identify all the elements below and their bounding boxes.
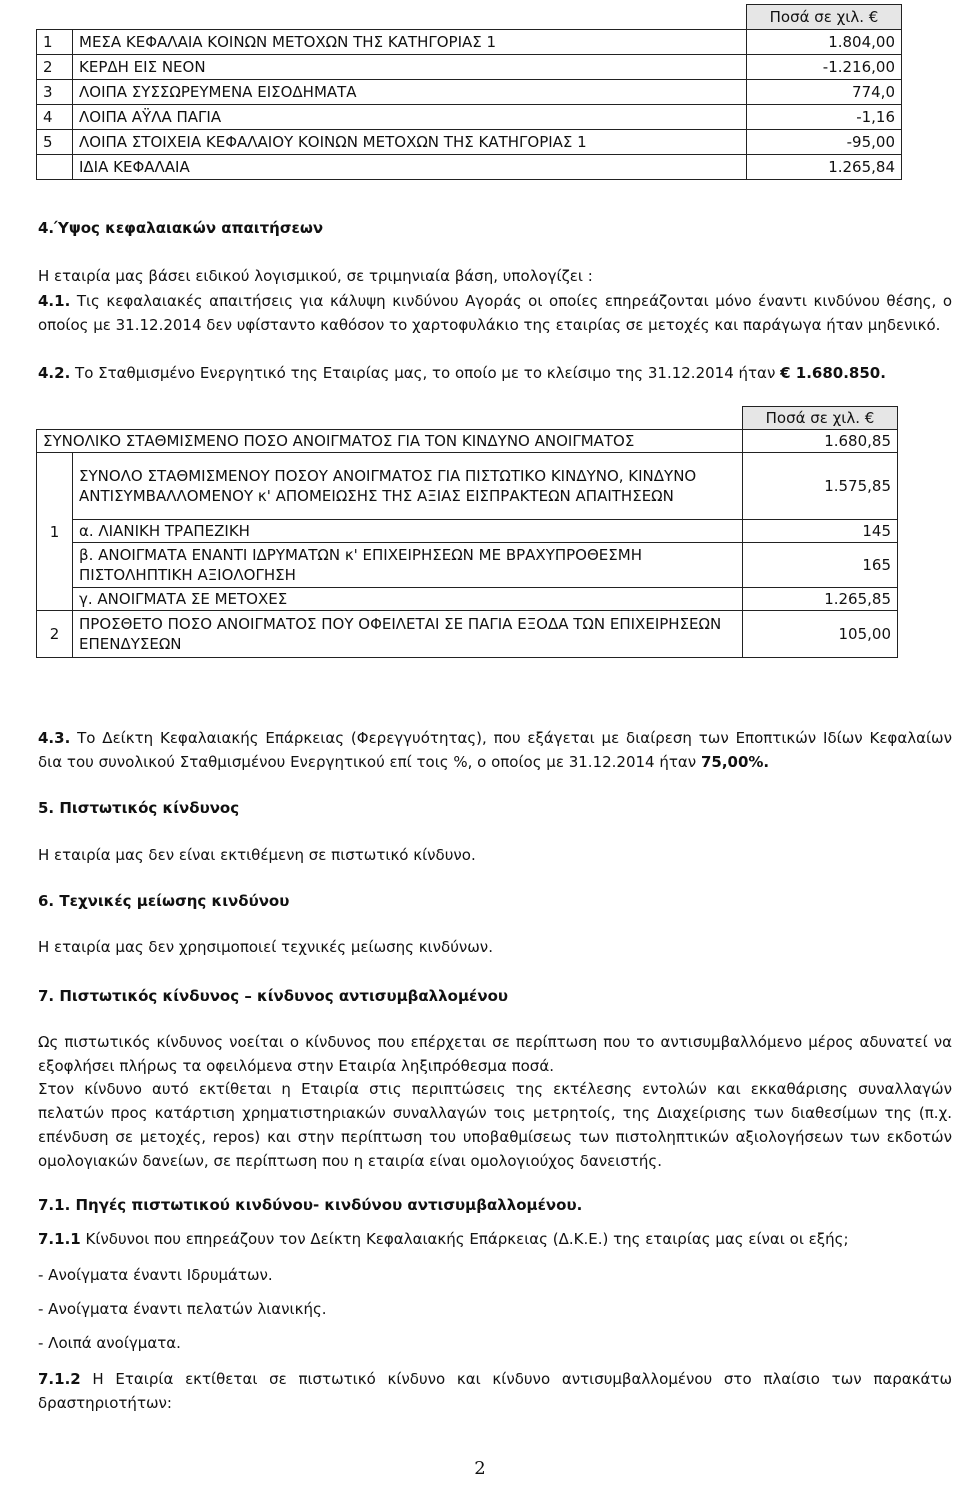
table-row: 1 ΜΕΣΑ ΚΕΦΑΛΑΙΑ ΚΟΙΝΩΝ ΜΕΤΟΧΩΝ ΤΗΣ ΚΑΤΗΓΟΡΙΑΣ 1 1.804,00 — [37, 30, 902, 55]
list-item: - Ανοίγματα έναντι πελατών λιανικής. — [38, 1300, 327, 1318]
section-5-text: Η εταιρία μας δεν είναι εκτιθέμενη σε πιστωτικό κίνδυνο. — [38, 846, 476, 864]
paragraph-4-3: 4.3. Το Δείκτη Κεφαλαιακής Επάρκειας (Φερεγγυότητας), που εξάγεται με διαίρεση των Εποπτικών Ιδίων Κεφαλαίων δια του συνολικού Σταθμισμένου Ενεργητικού επί τοις %, ο οποίος με 31.12.2014 ήταν 75,00%. — [38, 729, 952, 771]
paragraph-7-1-1: 7.1.1 Κίνδυνοι που επηρεάζουν τον Δείκτη Κεφαλαιακής Επάρκειας (Δ.Κ.Ε.) της εταιρίας μας είναι οι εξής; — [38, 1230, 849, 1248]
paragraph-7-1-2: 7.1.2 Η Εταιρία εκτίθεται σε πιστωτικό κίνδυνο και κίνδυνο αντισυμβαλλομένου στο πλαίσιο των παρακάτω δραστηριοτήτων: — [38, 1370, 952, 1412]
section-5-heading: 5. Πιστωτικός κίνδυνος — [38, 799, 240, 817]
own-funds-table — [36, 4, 902, 180]
table-row: 5 ΛΟΙΠΑ ΣΤΟΙΧΕΙΑ ΚΕΦΑΛΑΙΟΥ ΚΟΙΝΩΝ ΜΕΤΟΧΩΝ ΤΗΣ ΚΑΤΗΓΟΡΙΑΣ 1 -95,00 — [37, 130, 902, 155]
section-6-text: Η εταιρία μας δεν χρησιμοποιεί τεχνικές μείωσης κινδύνων. — [38, 938, 493, 956]
paragraph-4-1: 4.1. Τις κεφαλαιακές απαιτήσεις για κάλυψη κινδύνου Αγοράς οι οποίες επηρεάζονται μόνο έναντι κινδύνου θέσης, ο οποίος με 31.12.2014 δεν υφίσταντο καθόσον το χαρτοφυλάκιο της εταιρίας σε μετοχές και παράγωγα ήταν μηδενικό. — [38, 292, 952, 334]
section-7-heading: 7. Πιστωτικός κίνδυνος – κίνδυνος αντισυμβαλλομένου — [38, 987, 509, 1005]
list-item: - Ανοίγματα έναντι Ιδρυμάτων. — [38, 1266, 273, 1284]
table-row: γ. ΑΝΟΙΓΜΑΤΑ ΣΕ ΜΕΤΟΧΕΣ 1.265,85 — [37, 588, 898, 611]
table-row: 3 ΛΟΙΠΑ ΣΥΣΣΩΡΕΥΜΕΝΑ ΕΙΣΟΔΗΜΑΤΑ 774,0 — [37, 80, 902, 105]
table-row-total: ΙΔΙΑ ΚΕΦΑΛΑΙΑ 1.265,84 — [37, 155, 902, 180]
table-row: 1 ΣΥΝΟΛΟ ΣΤΑΘΜΙΣΜΕΝΟΥ ΠΟΣΟΥ ΑΝΟΙΓΜΑΤΟΣ ΓΙΑ ΠΙΣΤΩΤΙΚΟ ΚΙΝΔΥΝΟ, ΚΙΝΔΥΝΟ ΑΝΤΙΣΥΜΒΑΛΛΟΜΕΝΟΥ κ' ΑΠΟΜΕΙΩΣΗΣ ΤΗΣ ΑΞΙΑΣ ΕΙΣΠΡΑΚΤΕΩΝ ΑΠΑΙΤΗΣΕΩΝ 1.575,85 — [37, 453, 898, 520]
section-7-1-heading: 7.1. Πηγές πιστωτικού κινδύνου- κινδύνου αντισυμβαλλομένου. — [38, 1196, 583, 1214]
paragraph-4-2: 4.2. Το Σταθμισμένο Ενεργητικό της Εταιρίας μας, το οποίο με το κλείσιμο της 31.12.2014 ήταν € 1.680.850. — [38, 364, 886, 382]
section-4-heading: 4.Ύψος κεφαλαιακών απαιτήσεων — [38, 219, 324, 237]
amounts-header: Ποσά σε χιλ. € — [747, 5, 902, 30]
table-row: 4 ΛΟΙΠΑ ΑΫΛΑ ΠΑΓΙΑ -1,16 — [37, 105, 902, 130]
amounts-header: Ποσά σε χιλ. € — [743, 407, 898, 430]
section-7-paragraph-1: Ως πιστωτικός κίνδυνος νοείται ο κίνδυνος που επέρχεται σε περίπτωση που το αντισυμβαλλόμενο μέρος αδυνατεί να εξοφλήσει πλήρως τα οφειλόμενα στην Εταιρία ληξιπρόθεσμα ποσά. — [38, 1033, 952, 1075]
page-number: 2 — [474, 1458, 486, 1479]
section-6-heading: 6. Τεχνικές μείωσης κινδύνου — [38, 892, 290, 910]
table-row-total: ΣΥΝΟΛΙΚΟ ΣΤΑΘΜΙΣΜΕΝΟ ΠΟΣΟ ΑΝΟΙΓΜΑΤΟΣ ΓΙΑ ΤΟΝ ΚΙΝΔΥΝΟ ΑΝΟΙΓΜΑΤΟΣ 1.680,85 — [37, 430, 898, 453]
section-4-intro: Η εταιρία μας βάσει ειδικού λογισμικού, σε τριμηνιαία βάση, υπολογίζει : — [38, 267, 593, 285]
list-item: - Λοιπά ανοίγματα. — [38, 1334, 181, 1352]
table-row: α. ΛΙΑΝΙΚΗ ΤΡΑΠΕΖΙΚΗ 145 — [37, 520, 898, 543]
table-row: 2 ΚΕΡΔΗ ΕΙΣ ΝΕΟΝ -1.216,00 — [37, 55, 902, 80]
section-7-paragraph-2: Στον κίνδυνο αυτό εκτίθεται η Εταιρία στις περιπτώσεις της εκτέλεσης εντολών και εκκαθάρισης συναλλαγών πελατών προς κατάρτιση χρηματιστηριακών συναλλαγών τοις μετρητοίς, της Διαχείρισης των διαθεσίμων της (π.χ. επένδυση σε μετοχές, repos) και στην περίπτωση του υποβαθμίσεως των πιστοληπτικών αξιολογήσεων των εκδοτών ομολογιακών δανείων, σε περίπτωση που η εταιρία είναι ομολογιούχος δανειστής. — [38, 1080, 952, 1170]
table-row: 2 ΠΡΟΣΘΕΤΟ ΠΟΣΟ ΑΝΟΙΓΜΑΤΟΣ ΠΟΥ ΟΦΕΙΛΕΤΑΙ ΣΕ ΠΑΓΙΑ ΕΞΟΔΑ ΤΩΝ ΕΠΙΧΕΙΡΗΣΕΩΝ ΕΠΕΝΔΥΣΕΩΝ 105,00 — [37, 611, 898, 658]
table-row: β. ΑΝΟΙΓΜΑΤΑ ΕΝΑΝΤΙ ΙΔΡΥΜΑΤΩΝ κ' ΕΠΙΧΕΙΡΗΣΕΩΝ ΜΕ ΒΡΑΧΥΠΡΟΘΕΣΜΗ ΠΙΣΤΟΛΗΠΤΙΚΗ ΑΞΙΟΛΟΓΗΣΗ 165 — [37, 543, 898, 588]
risk-weighted-exposure-table — [36, 406, 898, 658]
